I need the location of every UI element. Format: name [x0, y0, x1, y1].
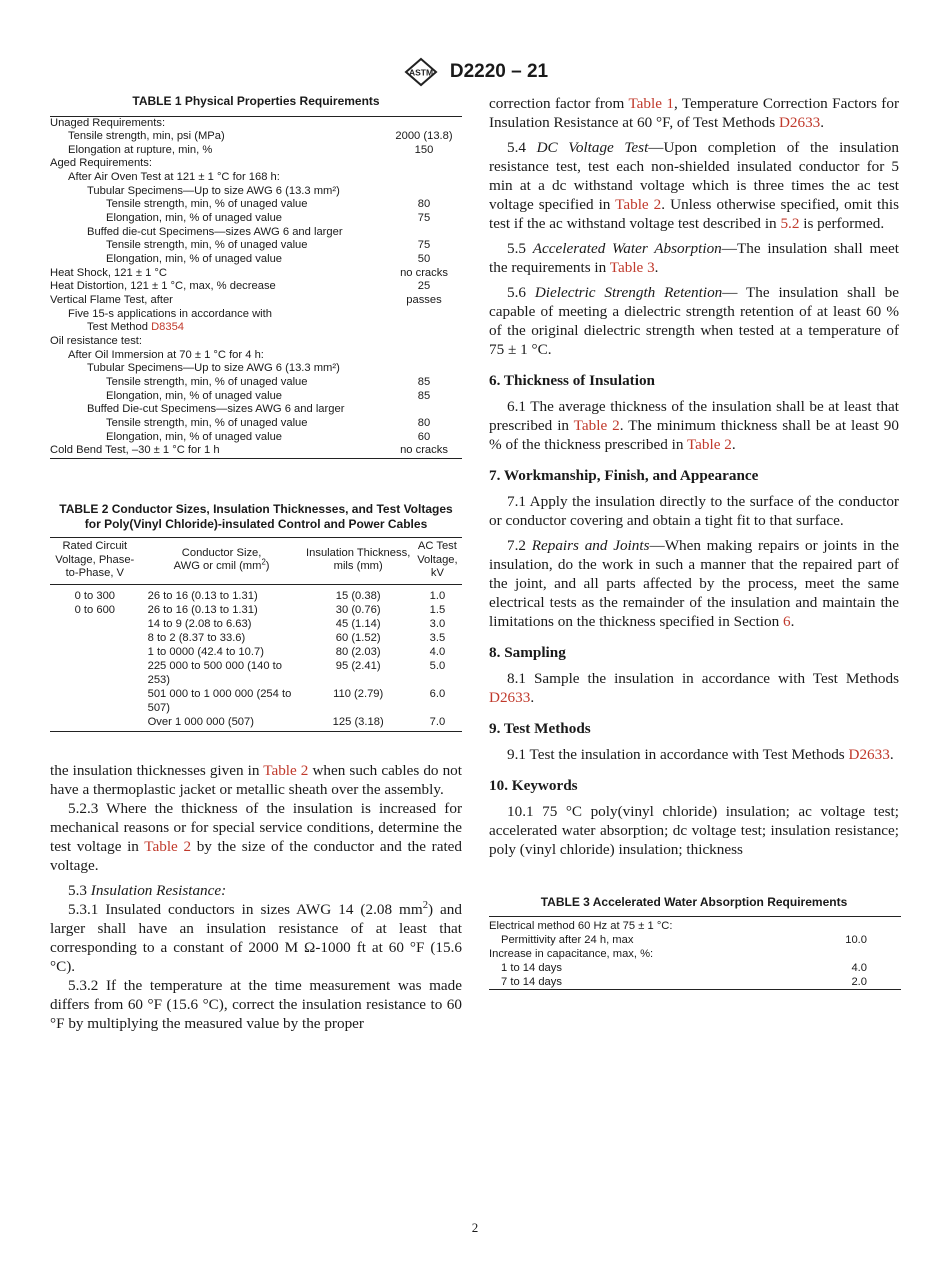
right-column: [489, 94, 899, 990]
table1-value: passes: [406, 294, 442, 307]
d2633-link[interactable]: D2633: [848, 746, 890, 763]
table1-label: Elongation, min, % of unaged value: [106, 253, 283, 266]
paragraph-7-1: 7.1 Apply the insulation directly to the surface of the conductor or conductor covering and obtain a tight fit to that surface.: [489, 493, 899, 529]
table3-label: Permittivity after 24 h, max: [501, 933, 634, 946]
table2-link[interactable]: Table 2: [615, 196, 662, 213]
table1-value: 85: [417, 375, 431, 388]
table1-row: [50, 417, 462, 431]
table1-value: 50: [417, 253, 431, 266]
table1-row: [50, 444, 462, 458]
table3-row: [489, 933, 901, 947]
table1-row: [50, 144, 462, 158]
table1-label: Tensile strength, min, % of unaged value: [106, 416, 308, 429]
table3-label: 1 to 14 days: [501, 961, 562, 974]
table1-row: [50, 171, 462, 185]
paragraph-6-1: 6.1 The average thickness of the insulation shall be at least that prescribed in Table 2. The minimum thickness shall be at least 90 % of the thickness prescribed in Table 2.: [489, 398, 899, 453]
table3-label: Increase in capacitance, max, %:: [489, 947, 654, 960]
table1-label: Tubular Specimens—Up to size AWG 6 (13.3 mm²): [87, 184, 340, 197]
table1-label: Oil resistance test:: [50, 335, 143, 347]
table1-value: 75: [417, 239, 431, 252]
table2-row: [50, 715, 462, 732]
table2-row: [50, 617, 462, 631]
table1-label: Elongation, min, % of unaged value: [106, 212, 283, 225]
table2-cell-ac: 3.5: [429, 631, 446, 644]
table1-value: 80: [417, 198, 431, 211]
table1-value: [394, 308, 462, 322]
table1-row: [50, 403, 462, 417]
paragraph-5-6: 5.6 Dielectric Strength Retention— The insulation shall be capable of meeting a dielectric strength retention of at least 60 % of the original dielectric strength when tested at a temperature of 75 ± 1 °C.: [489, 284, 900, 358]
table2-cell-ac: 5.0: [429, 659, 446, 672]
table1-label: Elongation at rupture, min, %: [68, 143, 213, 156]
table1-row: [50, 226, 462, 240]
section-9-heading: 9. Test Methods: [489, 720, 591, 737]
table1-row: [50, 390, 462, 404]
table1-row: [50, 349, 462, 363]
table1-row: [50, 335, 462, 349]
table1-row: [50, 321, 462, 335]
table2-cell-size: 225 000 to 500 000 (140 to 253): [147, 659, 282, 686]
table2-cell-ac: 6.0: [429, 687, 446, 700]
table1-row: [50, 294, 462, 308]
table2-cell-size: 14 to 9 (2.08 to 6.63): [147, 617, 252, 630]
table1-row: [50, 212, 462, 226]
paragraph-5-3-1: 5.3.1 Insulated conductors in sizes AWG 14 (2.08 $mm^2$) and larger shall have an insulation resistance of at least that corresponding to a constant of 2000 M Ω-1000 ft at 60 °F (15.6 °C).: [50, 899, 462, 975]
table2-cell-thickness: 80 (2.03): [335, 645, 381, 658]
table1-value: [394, 226, 462, 240]
table2-cell-voltage: [50, 715, 140, 732]
table2-cell-size: 26 to 16 (0.13 to 1.31): [147, 603, 258, 616]
table1-row: [50, 267, 462, 281]
section-6-link[interactable]: 6: [783, 613, 791, 630]
d2633-link[interactable]: D2633: [489, 689, 531, 706]
table3-title: TABLE 3 Accelerated Water Absorption Requirements: [540, 895, 848, 909]
table2-cell-size: 26 to 16 (0.13 to 1.31): [147, 589, 258, 602]
table1-label: Tensile strength, min, % of unaged value: [106, 198, 308, 211]
section-8-heading: 8. Sampling: [489, 644, 566, 661]
table2: [50, 537, 462, 732]
table3-row: [489, 947, 901, 961]
section-5-3-heading: 5.3 Insulation Resistance:: [68, 881, 227, 899]
astm-logo: [402, 57, 440, 87]
section-10-heading: 10. Keywords: [489, 777, 578, 794]
table1-link[interactable]: Table 1: [628, 95, 674, 112]
table1-row: [50, 376, 462, 390]
section-5-2-link[interactable]: 5.2: [780, 215, 800, 232]
table1-value: [394, 335, 462, 349]
table1-value: [394, 349, 462, 363]
table2-cell-thickness: 110 (2.79): [333, 687, 384, 700]
table2-row: [50, 659, 462, 687]
table1-label: Heat Shock, 121 ± 1 °C: [50, 266, 167, 279]
table1-label: Buffed die-cut Specimens—sizes AWG 6 and larger: [87, 225, 343, 238]
paragraph-5-5: 5.5 Accelerated Water Absorption—The insulation shall meet the requirements in Table 3.: [489, 240, 899, 276]
table2-cell-thickness: 60 (1.52): [335, 631, 381, 644]
table1-value: 150: [414, 143, 434, 156]
paragraph-5-3-2: 5.3.2 If the temperature at the time measurement was made differs from 60 °F (15.6 °C), correct the insulation resistance to 60 °F by multiplying the measured value by the proper: [50, 976, 462, 1032]
page-number: 2: [471, 1220, 479, 1235]
table2-cell-ac: 4.0: [429, 645, 446, 658]
table1-row: [50, 280, 462, 294]
table2-row: [50, 645, 462, 659]
paragraph-5-4: 5.4 DC Voltage Test—Upon completion of the insulation resistance test, test each non-shielded insulated conductor for 5 min at a dc withstand voltage which is three times the ac test voltage specified in Table 2. Unless otherwise specified, omit this test if the ac withstand voltage test described in 5.2 is performed.: [489, 139, 899, 232]
t2-header-voltage: Rated Circuit Voltage, Phase-to-Phase, V: [50, 537, 140, 584]
table2-cell-size: 1 to 0000 (42.4 to 10.7): [147, 645, 264, 658]
table1-label: Tubular Specimens—Up to size AWG 6 (13.3 mm²): [87, 362, 340, 375]
table2-cell-voltage: 0 to 600: [74, 603, 116, 616]
table1-label: Cold Bend Test, –30 ± 1 °C for 1 h: [50, 444, 220, 457]
table1-value: [394, 403, 462, 417]
left-column: [50, 94, 462, 1033]
table1-value: 25: [417, 280, 431, 293]
table1-label: Elongation, min, % of unaged value: [106, 389, 283, 402]
table3: [489, 916, 901, 990]
section-7-heading: 7. Workmanship, Finish, and Appearance: [489, 467, 759, 484]
table1-value: 75: [417, 212, 431, 225]
section-6-heading: 6. Thickness of Insulation: [489, 372, 655, 389]
table3-value: [807, 916, 901, 933]
table2-link[interactable]: Table 2: [573, 417, 620, 434]
table3-row: [489, 961, 901, 975]
table3-value: 4.0: [851, 961, 867, 974]
table2-row: [50, 584, 462, 603]
table1-value: 60: [417, 430, 431, 443]
table2-cell-thickness: 45 (1.14): [335, 617, 381, 630]
table2-row: [50, 603, 462, 617]
table3-value: [807, 947, 901, 961]
table2-row: [50, 687, 462, 715]
table2-link[interactable]: Table 2: [144, 837, 192, 855]
table2-link[interactable]: Table 2: [263, 761, 309, 779]
table1-row: [50, 130, 462, 144]
table3-value: 2.0: [851, 975, 867, 988]
table2-cell-thickness: 125 (3.18): [332, 715, 384, 728]
table2-cell-voltage: [50, 659, 140, 687]
table2-cell-voltage: [50, 631, 140, 645]
table3-link[interactable]: Table 3: [609, 259, 655, 276]
table2-cell-ac: 1.0: [429, 589, 446, 602]
table2-cell-thickness: 95 (2.41): [335, 659, 381, 672]
t2-header-thickness: Insulation Thickness, mils (mm): [304, 537, 413, 584]
table1-row: [50, 157, 462, 171]
paragraph-9-1: 9.1 Test the insulation in accordance with Test Methods D2633.: [507, 746, 894, 763]
table1-label: Unaged Requirements:: [50, 116, 166, 129]
document-code: D2220 – 21: [449, 61, 549, 82]
table2-cell-size: 8 to 2 (8.37 to 33.6): [147, 631, 246, 644]
table1-value: [394, 321, 462, 335]
table1-label: Tensile strength, min, % of unaged value: [106, 239, 308, 252]
table1-label: Heat Distortion, 121 ± 1 °C, max, % decrease: [50, 280, 276, 293]
d8354-link[interactable]: D8354: [151, 321, 185, 334]
table1-label: After Air Oven Test at 121 ± 1 °C for 168 h:: [68, 171, 280, 184]
table1-label: Tensile strength, min, % of unaged value: [106, 375, 308, 388]
table1-label: After Oil Immersion at 70 ± 1 °C for 4 h:: [68, 348, 264, 361]
table1-value: [394, 171, 462, 185]
table1: [50, 116, 462, 459]
paragraph-10-1: 10.1 75 °C poly(vinyl chloride) insulation; ac voltage test; accelerated water absorption; dc voltage test; insulation resistance; poly (vinyl chloride) insulation; thickness: [489, 803, 899, 858]
page-header: [0, 57, 950, 87]
table2-cell-ac: 3.0: [429, 617, 446, 630]
table1-value: no cracks: [400, 444, 448, 457]
table1-row: [50, 362, 462, 376]
paragraph-5-2-2-cont: the insulation thicknesses given in Table 2 when such cables do not have a thermoplastic jacket or metallic sheath over the assembly.: [50, 761, 462, 798]
table3-label: Electrical method 60 Hz at 75 ± 1 °C:: [489, 919, 673, 932]
table3-value: 10.0: [845, 933, 867, 946]
table1-label: Tensile strength, min, psi (MPa): [68, 130, 225, 143]
table2-cell-voltage: [50, 617, 140, 631]
table1-label: Test Method D8354: [87, 321, 185, 334]
table1-value: no cracks: [400, 266, 448, 279]
table1-label: Elongation, min, % of unaged value: [106, 430, 283, 443]
table2-cell-ac: 7.0: [429, 715, 446, 728]
table3-row: [489, 975, 901, 990]
table1-label: Five 15-s applications in accordance with: [68, 307, 272, 320]
table2-row: [50, 631, 462, 645]
table2-cell-size: Over 1 000 000 (507): [147, 715, 254, 728]
table1-value: 85: [417, 389, 431, 402]
d2633-link[interactable]: D2633: [778, 114, 821, 131]
table1-value: [394, 116, 462, 130]
table1-row: [50, 308, 462, 322]
paragraph-5-3-2-cont: correction factor from Table 1, Temperature Correction Factors for Insulation Resistance at 60 °F, of Test Methods D2633.: [489, 95, 900, 131]
table1-value: 80: [417, 416, 431, 429]
table2-cell-voltage: [50, 645, 140, 659]
paragraph-8-1: 8.1 Sample the insulation in accordance with Test Methods D2633.: [489, 670, 899, 706]
table1-title: TABLE 1 Physical Properties Requirements: [132, 94, 380, 108]
table2-title: TABLE 2 Conductor Sizes, Insulation Thicknesses, and Test Voltages for Poly(Vinyl Chloride)-insulated Control and Power Cables: [59, 501, 453, 532]
table1-row: [50, 198, 462, 212]
svg-text:ASTM: ASTM: [408, 67, 433, 78]
table2-cell-thickness: 30 (0.76): [335, 603, 381, 616]
table1-value: 2000 (13.8): [395, 130, 453, 143]
table1-row: [50, 253, 462, 267]
table2-cell-voltage: [50, 687, 140, 715]
table2-link[interactable]: Table 2: [686, 436, 732, 453]
table2-cell-ac: 1.5: [429, 603, 446, 616]
table1-value: [394, 157, 462, 171]
table1-row: [50, 185, 462, 199]
table1-value: [394, 185, 462, 199]
table1-row: [50, 239, 462, 253]
t2-header-size: Conductor Size, AWG or cmil $(mm^2)$: [140, 537, 304, 584]
table2-cell-voltage: 0 to 300: [74, 589, 116, 602]
t2-header-ac: AC Test Voltage, kV: [413, 537, 462, 584]
table1-label: Aged Requirements:: [50, 157, 152, 170]
table2-cell-size: 501 000 to 1 000 000 (254 to 507): [147, 687, 292, 714]
table3-label: 7 to 14 days: [501, 975, 562, 988]
paragraph-5-2-3: 5.2.3 Where the thickness of the insulation is increased for mechanical reasons or for special service conditions, determine the test voltage in Table 2 by the size of the conductor and the rated voltage.: [50, 799, 462, 874]
table1-value: [394, 362, 462, 376]
table1-label: Vertical Flame Test, after: [50, 294, 173, 307]
table2-cell-thickness: 15 (0.38): [335, 589, 381, 602]
paragraph-7-2: 7.2 Repairs and Joints—When making repairs or joints in the insulation, do the work in such a manner that the repaired part of the joint, and all parts affected by the process, meet the same electrical tests as the remainder of the insulation and maintain the limitations on the thickness specified in Section 6.: [489, 537, 899, 630]
table1-label: Buffed Die-cut Specimens—sizes AWG 6 and larger: [87, 403, 345, 416]
table1-row: [50, 431, 462, 445]
table3-row: [489, 916, 901, 933]
table1-row: [50, 116, 462, 130]
